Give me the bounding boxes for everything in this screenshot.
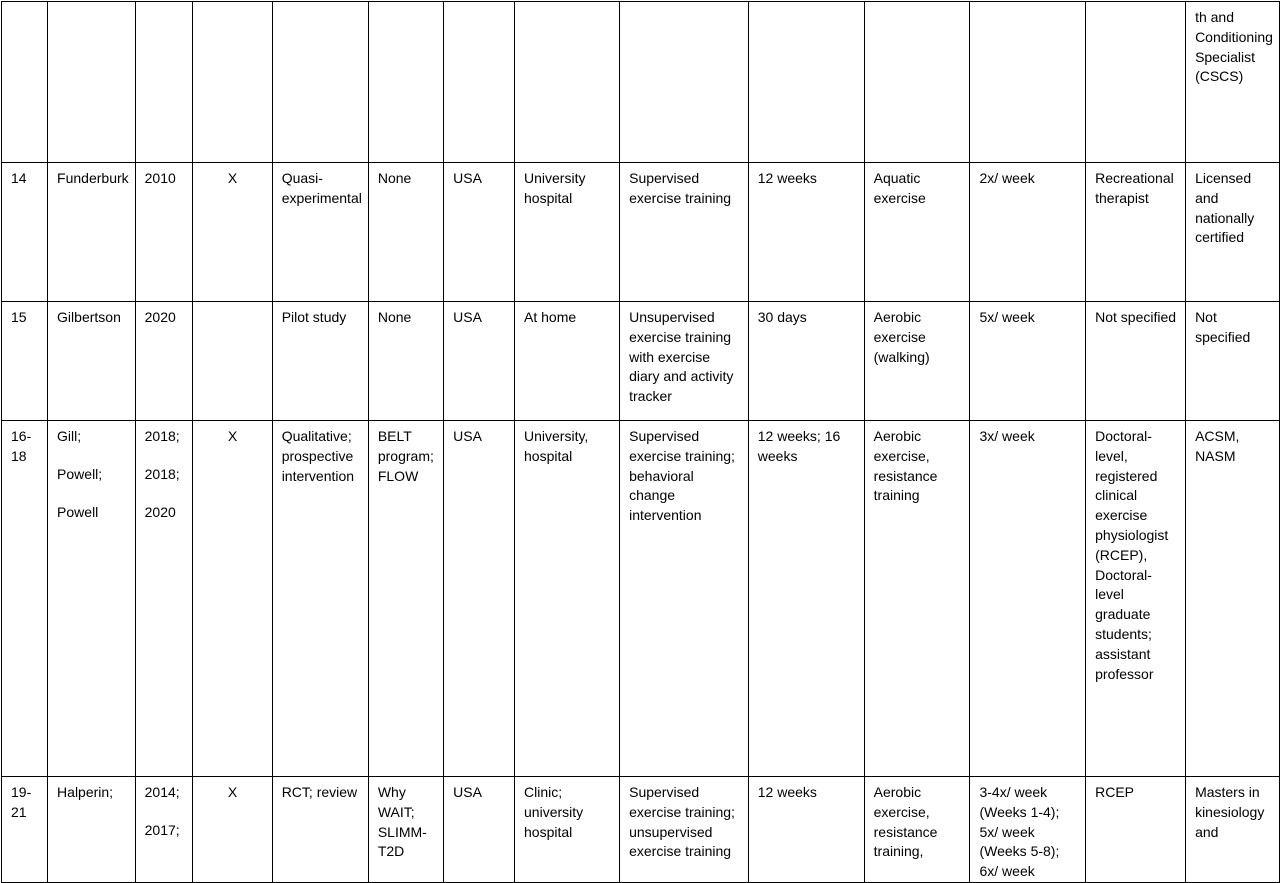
cell-ref: 14 [2,163,48,302]
table-row [2,302,1280,421]
cell-year: 2020 [135,302,193,421]
year-line: 2017; [144,821,180,838]
cell-ref: 16-18 [2,421,48,777]
year-line: 2018; [144,428,180,444]
cell-provider: Doctoral-level, registered clinical exercise physiologist (RCEP), Doctoral-level graduate students; assistant professor [1086,421,1186,777]
cell-setting: University, hospital [515,421,620,777]
year-line: 2014; [144,784,180,800]
cell-year [135,2,193,163]
cell-duration: 12 weeks [748,777,864,883]
cell-delivery: Supervised exercise training; unsupervised exercise training [620,777,749,883]
cell-ref [2,2,48,163]
cell-author [48,421,136,777]
cell-included: X [193,163,272,302]
cell-exercise-type: Aerobic exercise, resistance training, [864,777,970,883]
table-row [2,421,1280,777]
cell-delivery: Supervised exercise training; behavioral change intervention [620,421,749,777]
cell-credential: th and Conditioning Specialist (CSCS) [1186,2,1280,163]
cell-credential: Licensed and nationally certified [1186,163,1280,302]
cell-author [48,2,136,163]
cell-credential: Masters in kinesiology and [1186,777,1280,883]
cell-duration [748,2,864,163]
cell-author: Funderburk [48,163,136,302]
author-line: Powell [57,503,99,520]
cell-ref: 15 [2,302,48,421]
cell-year [135,777,193,883]
cell-year: 2010 [135,163,193,302]
cell-delivery: Unsupervised exercise training with exercise diary and activity tracker [620,302,749,421]
cell-setting: University hospital [515,163,620,302]
cell-frequency [970,2,1086,163]
cell-frequency: 5x/ week [970,302,1086,421]
cell-program [368,2,443,163]
cell-frequency: 3x/ week [970,421,1086,777]
cell-duration: 12 weeks; 16 weeks [748,421,864,777]
cell-exercise-type: Aerobic exercise, resistance training [864,421,970,777]
table-row [2,777,1280,883]
cell-design: Quasi-experimental [272,163,368,302]
cell-credential: ACSM, NASM [1186,421,1280,777]
cell-included [193,302,272,421]
cell-design: Pilot study [272,302,368,421]
cell-year [135,421,193,777]
cell-setting: At home [515,302,620,421]
cell-frequency: 2x/ week [970,163,1086,302]
cell-provider [1086,2,1186,163]
cell-included: X [193,777,272,883]
table-row [2,163,1280,302]
cell-exercise-type: Aquatic exercise [864,163,970,302]
cell-duration: 12 weeks [748,163,864,302]
cell-provider: RCEP [1086,777,1186,883]
cell-country: USA [444,777,515,883]
cell-author [48,777,136,883]
author-line: Powell; [57,465,103,482]
year-line: 2020 [144,503,176,520]
cell-setting [515,2,620,163]
cell-delivery [620,2,749,163]
cell-program: None [368,163,443,302]
cell-exercise-type: Aerobic exercise (walking) [864,302,970,421]
cell-credential: Not specified [1186,302,1280,421]
cell-ref: 19-21 [2,777,48,883]
cell-design: Qualitative; prospective intervention [272,421,368,777]
cell-program: None [368,302,443,421]
cell-provider: Not specified [1086,302,1186,421]
author-line: Halperin; [57,784,114,800]
cell-author: Gilbertson [48,302,136,421]
cell-country: USA [444,421,515,777]
author-line: Gill; [57,428,82,444]
cell-program: Why WAIT; SLIMM-T2D [368,777,443,883]
cell-setting: Clinic; university hospital [515,777,620,883]
cell-country: USA [444,163,515,302]
cell-provider: Recreational therapist [1086,163,1186,302]
cell-included: X [193,421,272,777]
cell-included [193,2,272,163]
cell-design [272,2,368,163]
cell-design: RCT; review [272,777,368,883]
cell-program: BELT program; FLOW [368,421,443,777]
study-table [1,1,1280,883]
table-row [2,2,1280,163]
cell-duration: 30 days [748,302,864,421]
cell-delivery: Supervised exercise training [620,163,749,302]
cell-country: USA [444,302,515,421]
cell-frequency: 3-4x/ week (Weeks 1-4); 5x/ week (Weeks 5-8); 6x/ week [970,777,1086,883]
cell-country [444,2,515,163]
cell-exercise-type [864,2,970,163]
year-line: 2018; [144,465,180,482]
